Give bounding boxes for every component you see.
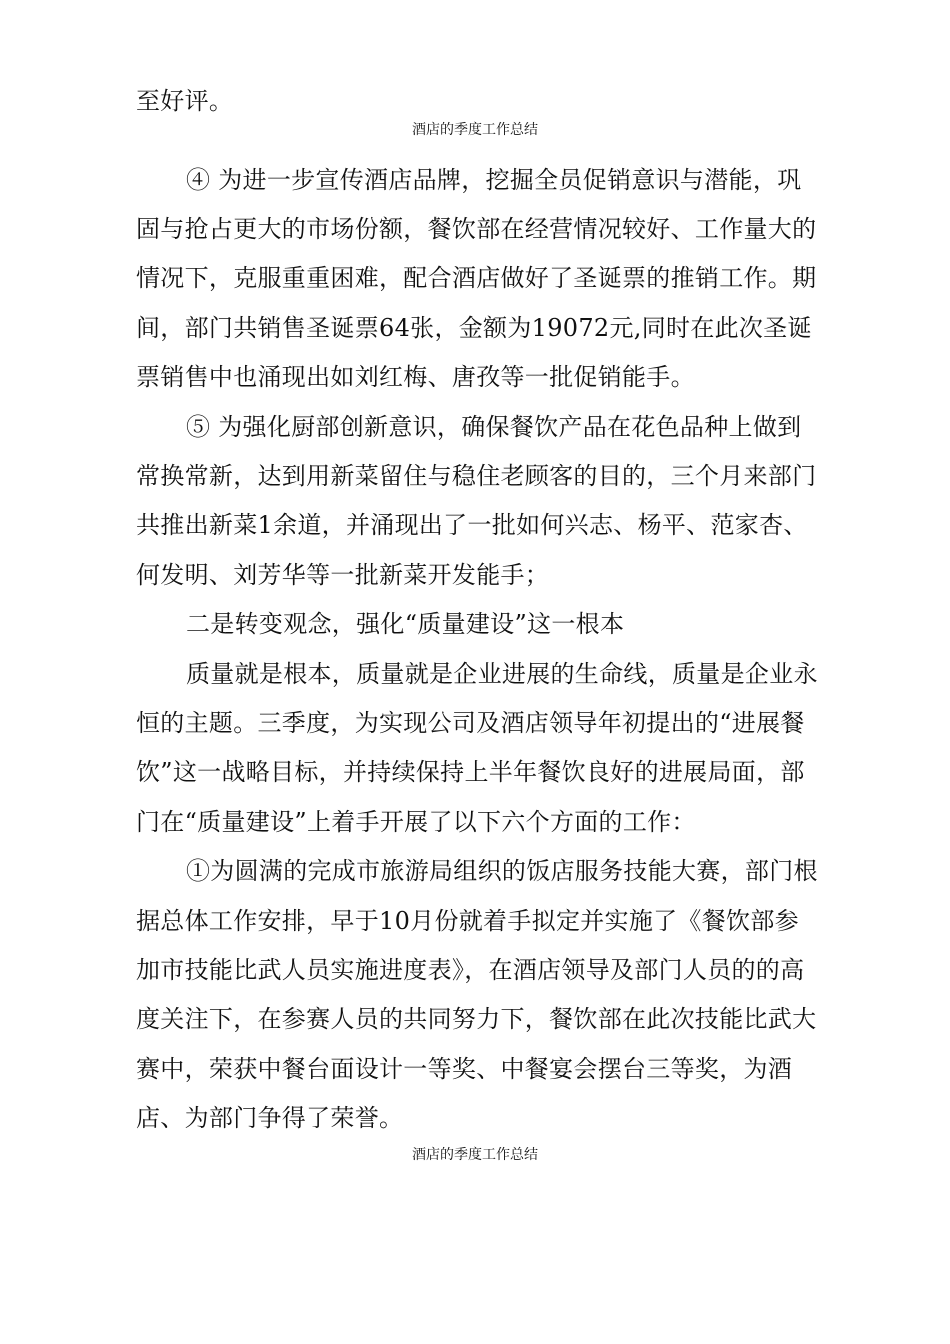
text-line: 至好评。 [136,87,234,115]
text-line: 固与抢占更大的市场份额，餐饮部在经营情况较好、工作量大的 [136,215,817,243]
text-line: 情况下，克服重重困难，配合酒店做好了圣诞票的推销工作。期 [136,264,817,292]
text-line: 店、为部门争得了荣誉。 [136,1104,404,1132]
text-line: ①为圆满的完成市旅游局组织的饭店服务技能大赛，部门根 [186,857,818,885]
running-header: 酒店的季度工作总结 [412,1147,538,1163]
text-line: 门在“质量建设”上着手开展了以下六个方面的工作： [136,808,696,836]
text-line: 赛中，荣获中餐台面设计一等奖、中餐宴会摆台三等奖，为酒 [136,1055,793,1083]
text-line: 票销售中也涌现出如刘红梅、唐孜等一批促销能手。 [136,363,695,391]
text-line: 何发明、刘芳华等一批新菜开发能手； [136,561,550,589]
text-line: 饮”这一战略目标，并持续保持上半年餐饮良好的进展局面，部 [136,758,805,786]
text-line: 恒的主题。三季度，为实现公司及酒店领导年初提出的“进展餐 [136,709,805,737]
text-line: 度关注下，在参赛人员的共同努力下，餐饮部在此次技能比武大 [136,1005,817,1033]
text-line: ⑤ 为强化厨部创新意识，确保餐饮产品在花色品种上做到 [186,413,802,441]
text-line: 间，部门共销售圣诞票64张，金额为19072元,同时在此次圣诞 [136,314,812,342]
text-line: 质量就是根本，质量就是企业进展的生命线，质量是企业永 [186,660,818,688]
text-line: 加市技能比武人员实施进度表》，在酒店领导及部门人员的的高 [136,956,805,984]
text-line: 常换常新，达到用新菜留住与稳住老顾客的目的，三个月来部门 [136,462,817,490]
section-heading: 二是转变观念，强化“质量建设”这一根本 [186,610,625,638]
text-line: 共推出新菜1余道，并涌现出了一批如何兴志、杨平、范家杏、 [136,511,808,539]
text-line: ④ 为进一步宣传酒店品牌，挖掘全员促销意识与潜能，巩 [186,166,802,194]
text-line: 据总体工作安排，早于10月份就着手拟定并实施了《餐饮部参 [136,907,799,935]
running-header: 酒店的季度工作总结 [412,122,538,138]
